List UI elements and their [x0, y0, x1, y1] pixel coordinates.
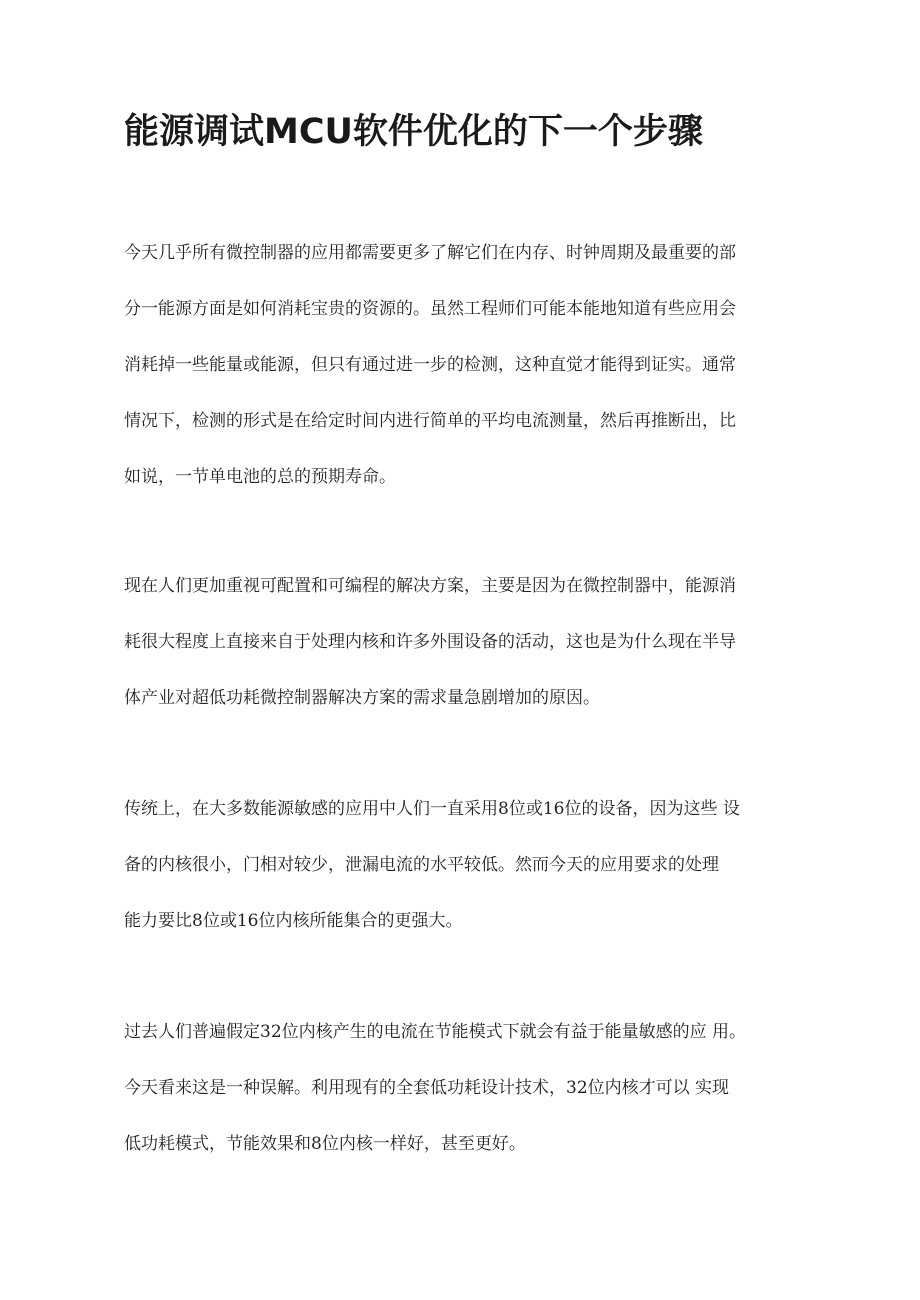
- document-title: 能源调试MCU软件优化的下一个步骤: [124, 112, 703, 152]
- paragraph-line: 现在人们更加重视可配置和可编程的解决方案，主要是因为在微控制器中，能源消: [124, 576, 736, 596]
- paragraph-line: 今天几乎所有微控制器的应用都需要更多了解它们在内存、时钟周期及最重要的部: [124, 243, 736, 263]
- paragraph-2: [124, 570, 814, 738]
- paragraph-line: 耗很大程度上直接来自于处理内核和许多外围设备的活动，这也是为什么现在半导: [124, 632, 736, 652]
- paragraph-line: 过去人们普遍假定32位内核产生的电流在节能模式下就会有益于能量敏感的应 用。: [124, 1022, 747, 1042]
- paragraph-line: 消耗掉一些能量或能源，但只有通过进一步的检测，这种直觉才能得到证实。通常: [124, 355, 736, 375]
- paragraph-3: [124, 793, 814, 961]
- paragraph-line: 分一能源方面是如何消耗宝贵的资源的。虽然工程师们可能本能地知道有些应用会: [124, 299, 736, 319]
- paragraph-line: 备的内核很小，门相对较少，泄漏电流的水平较低。然而今天的应用要求的处理: [124, 855, 719, 875]
- paragraph-4: [124, 1016, 814, 1184]
- paragraph-line: 今天看来这是一种误解。利用现有的全套低功耗设计技术，32位内核才可以 实现: [124, 1078, 730, 1098]
- paragraph-line: 体产业对超低功耗微控制器解决方案的需求量急剧增加的原因。: [124, 688, 600, 708]
- paragraph-line: 能力要比8位或16位内核所能集合的更强大。: [124, 911, 463, 931]
- paragraph-1: [124, 237, 814, 517]
- paragraph-line: 情况下，检测的形式是在给定时间内进行简单的平均电流测量，然后再推断出，比: [124, 411, 736, 431]
- paragraph-line: 如说，一节单电池的总的预期寿命。: [124, 467, 396, 487]
- paragraph-line: 传统上，在大多数能源敏感的应用中人们一直采用8位或16位的设备，因为这些 设: [124, 799, 740, 819]
- paragraph-line: 低功耗模式，节能效果和8位内核一样好，甚至更好。: [124, 1134, 526, 1154]
